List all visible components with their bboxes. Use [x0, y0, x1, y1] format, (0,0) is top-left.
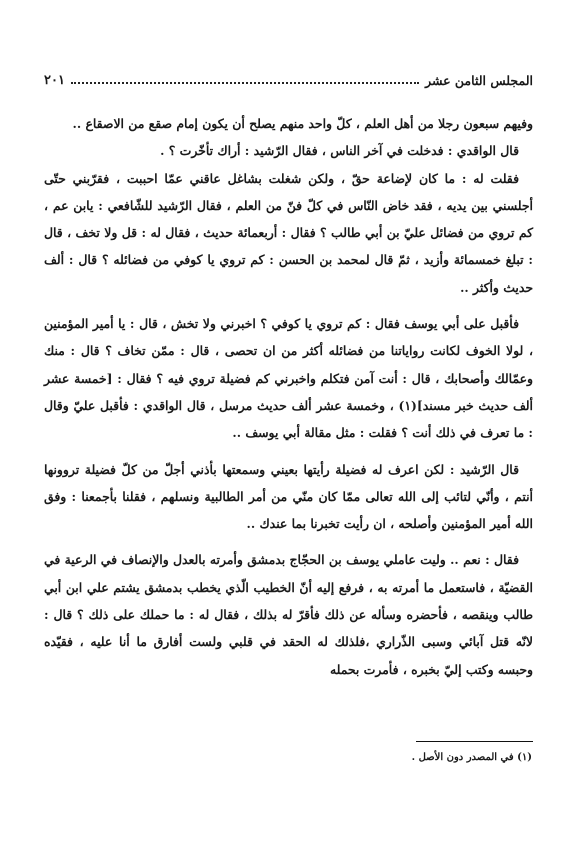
header-dotted-leader — [71, 82, 419, 84]
page-number: ٢٠١ — [44, 73, 65, 88]
paragraph: قال الرّشيد : لكن اعرف له فضيلة رأيتها بعيني وسمعتها بأذني أجلّ من كلّ فضيلة تروونها أنتم ، وأنّي لتائب إلى الله تعالى ممّا كان منّي من أمر الطالبية ونسلهم ، فقلنا بأجمعنا : وفق الله أمير المؤمنين وأصلحه ، ان رأيت تخبرنا بما عندك .. — [44, 461, 533, 532]
paragraph: قال الواقدي : فدخلت في آخر الناس ، فقال الرّشيد : أراك تأخّرت ؟ . — [160, 143, 519, 159]
footnote-separator — [416, 741, 533, 742]
footnote: (١) في المصدر دون الأصل . — [411, 752, 532, 763]
body-text — [44, 110, 533, 683]
paragraph: وفيهم سبعون رجلا من أهل العلم ، كلّ واحد منهم يصلح أن يكون إمام صقع من الاصقاع .. — [72, 116, 533, 131]
paragraph: فأقبل على أبي يوسف فقال : كم تروي يا كوفي ؟ اخبرني ولا تخش ، قال : يا أمير المؤمنين ، لولا الخوف لكانت رواياتنا من فضائله أكثر من ان تحصى ، قال : ممّن تخاف ؟ قال : منك وعمّالك وأصحابك ، قال : أنت آمن فتكلم واخبرني كم فضيلة تروي فيه ؟ فقال : [خمسة عشر ألف حديث خبر مسند](١) ، وخمسة عشر ألف حديث مرسل ، قال الواقدي : فأقبل عليّ وقال : ما تعرف في ذلك أنت ؟ فقلت : مثل مقالة أبي يوسف .. — [44, 316, 533, 441]
running-header — [44, 66, 533, 88]
paragraph: فقلت له : ما كان لإضاعة حقّ ، ولكن شغلت بشاغل عاقني عمّا احببت ، فقرّبني حتّى أجلسني بين يديه ، فقد خاض النّاس في كلّ فنّ من العلم ، فقال الرّشيد للشّافعي : يابن عم ، كم تروي من فضائل عليّ بن أبي طالب ؟ فقال : أربعمائة حديث ، فقال له : قل ولا تخف ، قال : تبلغ خمسمائة وأزيد ، ثمّ قال لمحمد بن الحسن : كم تروي يا كوفي من فضائله ؟ قال : ألف حديث وأكثر .. — [44, 170, 533, 295]
book-page — [44, 66, 533, 683]
chapter-title: المجلس الثامن عشر — [425, 73, 533, 88]
paragraph: فقال : نعم .. وليت عاملي يوسف بن الحجّاج بدمشق وأمرته بالعدل والإنصاف في الرعية في القضيّة ، فاستعمل ما أمرته به ، فرفع إليه أنّ الخطيب الّذي يخطب بدمشق يشتم علي ابن أبي طالب وينقصه ، فأحضره وسأله عن ذلك فأقرّ له بذلك ، فقال له : ما حملك على ذلك ؟ قال : لانّه قتل آبائي وسبى الذّراري ،فلذلك له الحقد في قلبي ولست أفارق ما أنا عليه ، فقيّده وحبسه وكتب إليّ بخبره ، فأمرت بحمله — [44, 552, 533, 677]
